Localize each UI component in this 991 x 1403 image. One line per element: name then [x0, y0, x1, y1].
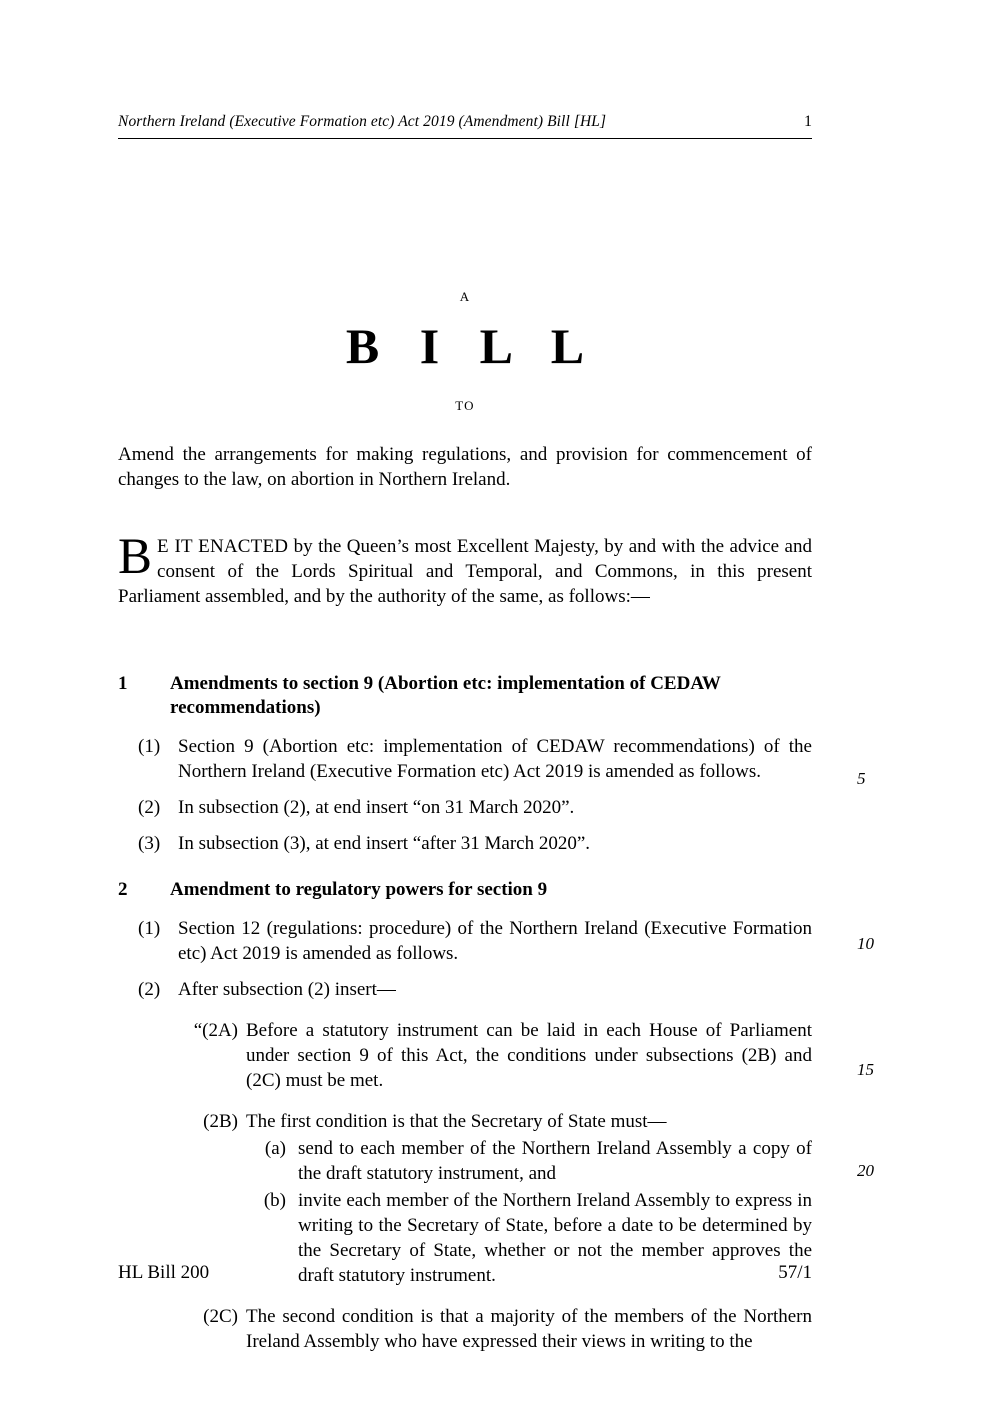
- inserted-text: The first condition is that the Secretary of State must—: [246, 1111, 667, 1132]
- title-bill-word: B I L L: [345, 318, 599, 375]
- paragraph-marker: (a): [264, 1138, 286, 1159]
- subsection-text: Section 12 (regulations: procedure) of the Northern Ireland (Executive Formation etc) Act 2019 is amended as follows.: [178, 918, 812, 964]
- title-block: [118, 290, 812, 414]
- line-number: 20: [857, 1161, 874, 1180]
- subsection-marker: (2): [138, 979, 161, 1000]
- inserted-text: The second condition is that a majority of the members of the Northern Ireland Assembly who have expressed their views in writing to the: [246, 1306, 812, 1352]
- subsection-2-2: [118, 977, 812, 1002]
- clause-heading-1: [118, 672, 812, 720]
- clause-title-2: Amendment to regulatory powers for section 9: [170, 879, 548, 900]
- subsection-2-1: [118, 916, 812, 966]
- subsection-marker: (1): [138, 918, 161, 939]
- subsection-marker: (3): [138, 833, 161, 854]
- print-number: 57/1: [778, 1262, 812, 1283]
- clause-title-1: Amendments to section 9 (Abortion etc: implementation of CEDAW recommendations): [170, 673, 721, 718]
- inserted-text: Before a statutory instrument can be laid in each House of Parliament under section 9 of this Act, the conditions under subsections (2B) and (2C) must be met.: [246, 1020, 812, 1091]
- header-rule: [118, 138, 812, 139]
- bill-body: [0, 650, 991, 1354]
- subsection-text: Section 9 (Abortion etc: implementation of CEDAW recommendations) of the Northern Ireland (Executive Formation etc) Act 2019 is amended as follows.: [178, 736, 812, 782]
- running-header-title: Northern Ireland (Executive Formation etc) Act 2019 (Amendment) Bill [HL]: [118, 113, 607, 130]
- subsection-text: In subsection (2), at end insert “on 31 March 2020”.: [178, 797, 575, 818]
- inserted-subsection-2B: [118, 1109, 812, 1134]
- subsection-text: In subsection (3), at end insert “after 31 March 2020”.: [178, 833, 591, 854]
- inserted-subsection-2C: [118, 1304, 812, 1354]
- clause-heading-2: [118, 878, 812, 902]
- subsection-marker: (2): [138, 797, 161, 818]
- subsection-1-1: [118, 734, 812, 784]
- line-number: 10: [857, 934, 874, 953]
- long-title: Amend the arrangements for making regulations, and provision for commencement of changes to the law, on abortion in Northern Ireland.: [118, 444, 812, 490]
- inserted-paragraph-a: [118, 1136, 812, 1186]
- paragraph-marker: (b): [263, 1190, 286, 1211]
- inserted-marker: (2B): [203, 1111, 238, 1132]
- clause-number-1: 1: [118, 673, 128, 694]
- line-number: 15: [857, 1060, 874, 1079]
- subsection-1-2: [118, 795, 812, 820]
- enacting-smallcaps: E IT ENACTED: [157, 536, 289, 557]
- inserted-marker: “(2A): [193, 1020, 238, 1041]
- page-number: 1: [804, 113, 812, 130]
- title-article: A: [459, 289, 471, 304]
- bill-reference: HL Bill 200: [118, 1262, 210, 1283]
- paragraph-text: send to each member of the Northern Ireland Assembly a copy of the draft statutory instrument, and: [298, 1138, 812, 1184]
- title-to-word: TO: [455, 397, 475, 413]
- line-number: 5: [857, 769, 866, 788]
- inserted-subsection-2A: [118, 1018, 812, 1093]
- page-footer: [118, 1262, 812, 1284]
- enacting-dropcap: B: [118, 529, 153, 585]
- running-header: [118, 113, 812, 131]
- subsection-marker: (1): [138, 736, 161, 757]
- enacting-text: by the Queen’s most Excellent Majesty, by and with the advice and consent of the Lords Spiritual and Temporal, and Commons, in this present Parliament assembled, and by the authority of the same, as follows:—: [118, 536, 812, 607]
- subsection-1-3: [118, 831, 812, 856]
- paragraph-text: invite each member of the Northern Ireland Assembly to express in writing to the Secretary of State, before a date to be determined by the Secretary of State, whether or not the member approves the draft statutory instrument.: [298, 1190, 812, 1286]
- inserted-marker: (2C): [203, 1306, 238, 1327]
- clause-number-2: 2: [118, 879, 128, 900]
- enacting-formula: [118, 529, 812, 609]
- subsection-text: After subsection (2) insert—: [178, 979, 396, 1000]
